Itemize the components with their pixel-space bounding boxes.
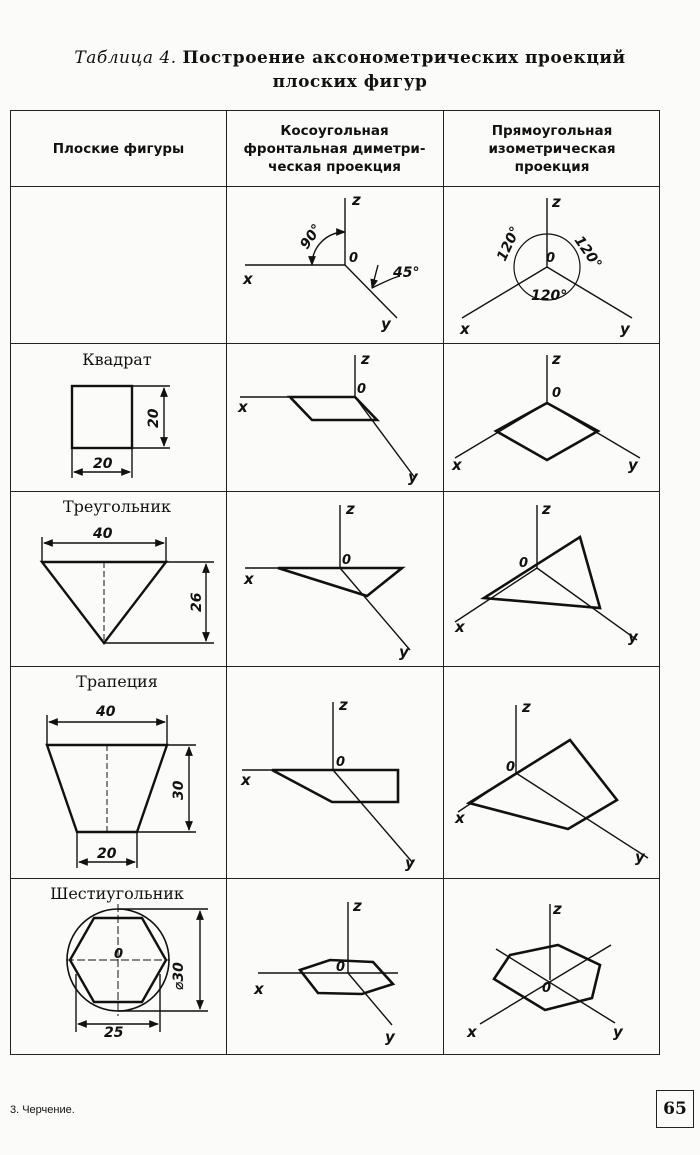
axis-label-z: z [346, 500, 355, 518]
origin-label: 0 [342, 553, 352, 568]
trapezoid-oblique-drawing [242, 702, 413, 863]
axis-label-x: x [238, 398, 248, 416]
trapezoid-isometric-drawing [458, 705, 648, 858]
origin-label: 0 [114, 947, 124, 962]
footer-text: 3. Черчение. [10, 1104, 75, 1116]
axis-label-z: z [542, 500, 551, 518]
row-label-trapezoid: Трапеция [76, 672, 158, 691]
axis-label-y: y [635, 848, 645, 866]
axis-label-x: x [243, 270, 253, 288]
axis-label-y: y [399, 643, 409, 661]
origin-label: 0 [357, 382, 367, 397]
dim-label: 30 [171, 780, 187, 800]
origin-label: 0 [552, 386, 562, 401]
dim-label: 26 [189, 592, 205, 612]
hexagon-oblique-drawing [258, 902, 398, 1025]
axis-label-z: z [353, 897, 362, 915]
dim-label: 40 [93, 526, 113, 542]
square-oblique-drawing [240, 355, 415, 478]
origin-label: 0 [336, 960, 346, 975]
angle-label-45: 45° [393, 265, 420, 281]
dim-label: 25 [104, 1025, 124, 1041]
triangle-oblique-drawing [245, 505, 410, 650]
angle-label-120: 120° [494, 224, 524, 264]
axis-label-y: y [613, 1023, 623, 1041]
hexagon-isometric-drawing [480, 904, 615, 1024]
header-isometric: Прямоугольная изометрическая проекция [488, 122, 616, 175]
triangle-isometric-drawing [455, 505, 637, 640]
row-label-hexagon: Шестиугольник [50, 884, 184, 903]
origin-label: 0 [542, 981, 552, 996]
angle-label-90: 90° [297, 221, 326, 253]
row-label-square: Квадрат [82, 350, 152, 369]
axis-label-x: x [455, 618, 465, 636]
axis-label-x: x [254, 980, 264, 998]
origin-label: 0 [506, 760, 516, 775]
axis-label-y: y [620, 320, 630, 338]
axis-label-x: x [244, 570, 254, 588]
dim-label: 20 [97, 846, 117, 862]
axis-label-y: y [405, 854, 415, 872]
square-isometric-drawing [455, 355, 640, 460]
angle-label-120: 120° [570, 233, 605, 272]
header-figures: Плоские фигуры [52, 140, 185, 157]
axis-label-z: z [339, 696, 348, 714]
axis-label-z: z [552, 350, 561, 368]
dim-label: 40 [96, 704, 116, 720]
axis-label-x: x [241, 771, 251, 789]
triangle-source-drawing [42, 537, 214, 643]
axis-label-x: x [452, 456, 462, 474]
axis-label-z: z [553, 900, 562, 918]
title-label: Таблица 4. [74, 48, 177, 68]
dim-label: 20 [93, 456, 113, 472]
angle-label-120: 120° [531, 288, 568, 304]
axis-label-y: y [628, 628, 638, 646]
axis-label-z: z [352, 191, 361, 209]
page-number: 65 [656, 1090, 694, 1128]
origin-label: 0 [546, 251, 556, 266]
axis-label-y: y [381, 315, 391, 333]
origin-label: 0 [519, 556, 529, 571]
title-text-1: Построение аксонометрических проекций [182, 48, 626, 68]
square-source-drawing [72, 386, 170, 478]
axis-label-x: x [460, 320, 470, 338]
dim-label: ⌀30 [171, 962, 187, 990]
origin-label: 0 [349, 251, 359, 266]
axis-label-y: y [408, 468, 418, 486]
axis-label-z: z [522, 698, 531, 716]
dim-label: 20 [146, 408, 162, 428]
axis-label-z: z [361, 350, 370, 368]
axis-label-z: z [552, 193, 561, 211]
axis-label-y: y [385, 1028, 395, 1046]
title-text-2: плоских фигур [272, 72, 428, 92]
axis-label-y: y [628, 456, 638, 474]
row-label-triangle: Треугольник [62, 497, 171, 516]
origin-label: 0 [336, 755, 346, 770]
header-oblique: Косоугольная фронтальная диметри- ческая проекция [243, 122, 426, 175]
oblique-axes-diagram [245, 198, 400, 318]
axis-label-x: x [467, 1023, 477, 1041]
axis-label-x: x [455, 809, 465, 827]
